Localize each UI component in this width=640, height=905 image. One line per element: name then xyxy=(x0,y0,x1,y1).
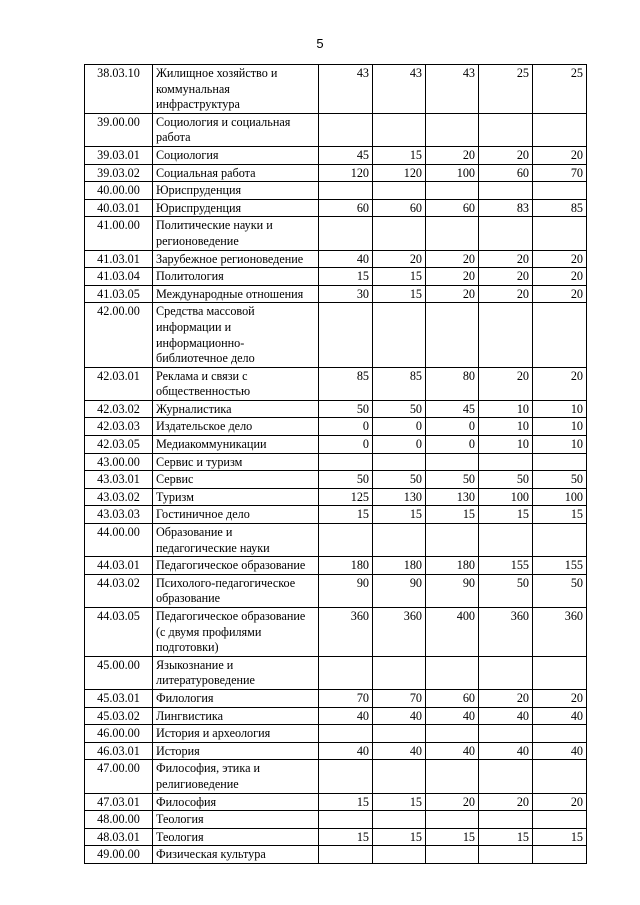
value-cell xyxy=(319,303,373,367)
table-row xyxy=(85,828,587,846)
value-cell: 50 xyxy=(426,471,479,489)
value-cell: 80 xyxy=(426,367,479,400)
table-row xyxy=(85,303,587,367)
value-cell: 15 xyxy=(319,828,373,846)
value-cell xyxy=(426,725,479,743)
name-cell: Политические науки и регионоведение xyxy=(153,217,319,250)
value-cell: 15 xyxy=(426,828,479,846)
name-cell: Политология xyxy=(153,268,319,286)
value-cell: 20 xyxy=(426,268,479,286)
value-cell: 70 xyxy=(373,689,426,707)
value-cell: 50 xyxy=(533,574,587,607)
value-cell: 43 xyxy=(373,65,426,114)
value-cell xyxy=(479,656,533,689)
code-cell: 39.00.00 xyxy=(85,113,153,146)
value-cell xyxy=(533,453,587,471)
value-cell: 10 xyxy=(479,436,533,454)
value-cell xyxy=(479,453,533,471)
table-row xyxy=(85,436,587,454)
value-cell: 70 xyxy=(533,164,587,182)
value-cell: 50 xyxy=(319,400,373,418)
table-body xyxy=(85,65,587,864)
value-cell: 20 xyxy=(479,689,533,707)
value-cell: 50 xyxy=(479,471,533,489)
name-cell: Лингвистика xyxy=(153,707,319,725)
value-cell xyxy=(479,217,533,250)
name-cell: Юриспруденция xyxy=(153,182,319,200)
name-cell: Образование и педагогические науки xyxy=(153,524,319,557)
value-cell: 155 xyxy=(533,557,587,575)
name-cell: Педагогическое образование xyxy=(153,557,319,575)
value-cell: 50 xyxy=(479,574,533,607)
value-cell: 15 xyxy=(373,793,426,811)
code-cell: 42.03.02 xyxy=(85,400,153,418)
value-cell xyxy=(373,524,426,557)
code-cell: 46.00.00 xyxy=(85,725,153,743)
value-cell: 15 xyxy=(479,828,533,846)
code-cell: 43.03.03 xyxy=(85,506,153,524)
value-cell: 15 xyxy=(373,146,426,164)
value-cell xyxy=(373,113,426,146)
code-cell: 43.00.00 xyxy=(85,453,153,471)
name-cell: Теология xyxy=(153,828,319,846)
value-cell: 10 xyxy=(479,400,533,418)
value-cell: 20 xyxy=(533,268,587,286)
value-cell xyxy=(319,656,373,689)
value-cell: 20 xyxy=(533,250,587,268)
table-row xyxy=(85,725,587,743)
value-cell xyxy=(373,760,426,793)
table-row xyxy=(85,418,587,436)
value-cell: 60 xyxy=(426,689,479,707)
code-cell: 42.00.00 xyxy=(85,303,153,367)
value-cell: 25 xyxy=(533,65,587,114)
value-cell: 400 xyxy=(426,608,479,657)
table-row xyxy=(85,488,587,506)
value-cell: 0 xyxy=(319,436,373,454)
value-cell: 15 xyxy=(319,268,373,286)
value-cell: 20 xyxy=(479,367,533,400)
name-cell: Издательское дело xyxy=(153,418,319,436)
table-row xyxy=(85,689,587,707)
value-cell: 10 xyxy=(533,418,587,436)
code-cell: 39.03.02 xyxy=(85,164,153,182)
value-cell: 130 xyxy=(426,488,479,506)
value-cell: 20 xyxy=(479,250,533,268)
value-cell: 100 xyxy=(479,488,533,506)
table-row xyxy=(85,285,587,303)
value-cell xyxy=(533,760,587,793)
value-cell: 0 xyxy=(426,418,479,436)
value-cell xyxy=(479,760,533,793)
table-row xyxy=(85,65,587,114)
code-cell: 38.03.10 xyxy=(85,65,153,114)
table-row xyxy=(85,182,587,200)
value-cell: 360 xyxy=(373,608,426,657)
name-cell: Теология xyxy=(153,811,319,829)
name-cell: Реклама и связи с общественностью xyxy=(153,367,319,400)
name-cell: Гостиничное дело xyxy=(153,506,319,524)
value-cell: 45 xyxy=(319,146,373,164)
value-cell: 40 xyxy=(373,707,426,725)
table-row xyxy=(85,793,587,811)
value-cell: 20 xyxy=(479,793,533,811)
name-cell: Философия xyxy=(153,793,319,811)
code-cell: 45.00.00 xyxy=(85,656,153,689)
value-cell xyxy=(533,182,587,200)
value-cell: 50 xyxy=(373,471,426,489)
value-cell xyxy=(426,453,479,471)
value-cell: 10 xyxy=(533,436,587,454)
name-cell: Социальная работа xyxy=(153,164,319,182)
value-cell: 100 xyxy=(426,164,479,182)
code-cell: 49.00.00 xyxy=(85,846,153,864)
value-cell xyxy=(373,846,426,864)
value-cell: 15 xyxy=(533,828,587,846)
name-cell: История и археология xyxy=(153,725,319,743)
value-cell: 40 xyxy=(533,707,587,725)
name-cell: Зарубежное регионоведение xyxy=(153,250,319,268)
value-cell: 40 xyxy=(479,742,533,760)
table-row xyxy=(85,656,587,689)
value-cell: 15 xyxy=(373,285,426,303)
code-cell: 43.03.01 xyxy=(85,471,153,489)
value-cell: 0 xyxy=(373,418,426,436)
value-cell: 50 xyxy=(373,400,426,418)
table-row xyxy=(85,557,587,575)
value-cell: 20 xyxy=(533,793,587,811)
code-cell: 45.03.01 xyxy=(85,689,153,707)
value-cell: 15 xyxy=(479,506,533,524)
value-cell xyxy=(426,303,479,367)
value-cell: 20 xyxy=(426,285,479,303)
code-cell: 42.03.05 xyxy=(85,436,153,454)
table-row xyxy=(85,217,587,250)
value-cell xyxy=(479,846,533,864)
value-cell: 120 xyxy=(319,164,373,182)
code-cell: 42.03.03 xyxy=(85,418,153,436)
value-cell: 20 xyxy=(533,689,587,707)
value-cell: 360 xyxy=(533,608,587,657)
value-cell: 90 xyxy=(373,574,426,607)
value-cell: 20 xyxy=(533,146,587,164)
name-cell: Международные отношения xyxy=(153,285,319,303)
value-cell: 43 xyxy=(426,65,479,114)
value-cell: 60 xyxy=(426,199,479,217)
name-cell: Сервис и туризм xyxy=(153,453,319,471)
value-cell xyxy=(533,811,587,829)
value-cell: 40 xyxy=(319,250,373,268)
code-cell: 41.03.01 xyxy=(85,250,153,268)
table-row xyxy=(85,400,587,418)
value-cell: 60 xyxy=(479,164,533,182)
value-cell: 85 xyxy=(373,367,426,400)
table-row xyxy=(85,846,587,864)
value-cell: 60 xyxy=(319,199,373,217)
value-cell xyxy=(479,182,533,200)
value-cell xyxy=(319,524,373,557)
code-cell: 44.00.00 xyxy=(85,524,153,557)
code-cell: 44.03.05 xyxy=(85,608,153,657)
code-cell: 47.00.00 xyxy=(85,760,153,793)
name-cell: Педагогическое образование (с двумя профилями подготовки) xyxy=(153,608,319,657)
value-cell: 45 xyxy=(426,400,479,418)
value-cell: 40 xyxy=(319,707,373,725)
value-cell xyxy=(319,217,373,250)
value-cell: 43 xyxy=(319,65,373,114)
table-row xyxy=(85,367,587,400)
name-cell: Социология и социальная работа xyxy=(153,113,319,146)
value-cell: 40 xyxy=(319,742,373,760)
code-cell: 44.03.02 xyxy=(85,574,153,607)
value-cell: 20 xyxy=(533,367,587,400)
name-cell: Средства массовой информации и информационно-библиотечное дело xyxy=(153,303,319,367)
value-cell xyxy=(479,113,533,146)
name-cell: Философия, этика и религиоведение xyxy=(153,760,319,793)
value-cell: 85 xyxy=(533,199,587,217)
value-cell: 0 xyxy=(319,418,373,436)
value-cell: 0 xyxy=(426,436,479,454)
value-cell: 120 xyxy=(373,164,426,182)
value-cell xyxy=(426,760,479,793)
value-cell xyxy=(426,811,479,829)
value-cell: 20 xyxy=(533,285,587,303)
value-cell xyxy=(319,846,373,864)
table-row xyxy=(85,707,587,725)
value-cell: 70 xyxy=(319,689,373,707)
table-row xyxy=(85,268,587,286)
value-cell xyxy=(373,453,426,471)
value-cell xyxy=(426,524,479,557)
page-number: 5 xyxy=(316,36,324,51)
code-cell: 48.00.00 xyxy=(85,811,153,829)
value-cell: 20 xyxy=(479,146,533,164)
value-cell: 20 xyxy=(479,285,533,303)
name-cell: Филология xyxy=(153,689,319,707)
value-cell xyxy=(533,217,587,250)
table-row xyxy=(85,574,587,607)
name-cell: Психолого-педагогическое образование xyxy=(153,574,319,607)
value-cell xyxy=(426,182,479,200)
value-cell: 100 xyxy=(533,488,587,506)
value-cell xyxy=(319,760,373,793)
value-cell: 40 xyxy=(426,707,479,725)
value-cell: 90 xyxy=(426,574,479,607)
code-cell: 40.00.00 xyxy=(85,182,153,200)
name-cell: Социология xyxy=(153,146,319,164)
name-cell: Журналистика xyxy=(153,400,319,418)
value-cell: 40 xyxy=(479,707,533,725)
table-row xyxy=(85,760,587,793)
value-cell: 15 xyxy=(373,268,426,286)
name-cell: Языкознание и литературоведение xyxy=(153,656,319,689)
code-cell: 48.03.01 xyxy=(85,828,153,846)
specialties-table xyxy=(84,64,587,864)
value-cell: 50 xyxy=(533,471,587,489)
value-cell xyxy=(319,811,373,829)
value-cell: 125 xyxy=(319,488,373,506)
value-cell xyxy=(479,524,533,557)
value-cell xyxy=(373,811,426,829)
value-cell xyxy=(479,725,533,743)
value-cell: 20 xyxy=(426,793,479,811)
name-cell: Сервис xyxy=(153,471,319,489)
table-row xyxy=(85,471,587,489)
value-cell: 10 xyxy=(479,418,533,436)
value-cell: 0 xyxy=(373,436,426,454)
value-cell xyxy=(426,846,479,864)
value-cell: 60 xyxy=(373,199,426,217)
table-row xyxy=(85,524,587,557)
code-cell: 41.03.04 xyxy=(85,268,153,286)
value-cell: 15 xyxy=(373,506,426,524)
value-cell: 85 xyxy=(319,367,373,400)
code-cell: 46.03.01 xyxy=(85,742,153,760)
value-cell: 15 xyxy=(319,506,373,524)
value-cell: 15 xyxy=(533,506,587,524)
table-row xyxy=(85,113,587,146)
value-cell xyxy=(319,453,373,471)
value-cell: 25 xyxy=(479,65,533,114)
value-cell xyxy=(319,725,373,743)
table-row xyxy=(85,146,587,164)
value-cell xyxy=(426,113,479,146)
name-cell: Медиакоммуникации xyxy=(153,436,319,454)
code-cell: 45.03.02 xyxy=(85,707,153,725)
value-cell xyxy=(479,303,533,367)
value-cell xyxy=(373,725,426,743)
table-row xyxy=(85,250,587,268)
value-cell xyxy=(533,846,587,864)
table-row xyxy=(85,811,587,829)
value-cell: 360 xyxy=(479,608,533,657)
value-cell: 50 xyxy=(319,471,373,489)
table-row xyxy=(85,608,587,657)
value-cell: 40 xyxy=(533,742,587,760)
value-cell xyxy=(426,217,479,250)
value-cell: 83 xyxy=(479,199,533,217)
table-row xyxy=(85,506,587,524)
value-cell: 20 xyxy=(426,146,479,164)
name-cell: Жилищное хозяйство и коммунальная инфраструктура xyxy=(153,65,319,114)
value-cell: 40 xyxy=(373,742,426,760)
code-cell: 47.03.01 xyxy=(85,793,153,811)
name-cell: Юриспруденция xyxy=(153,199,319,217)
value-cell xyxy=(373,182,426,200)
name-cell: Физическая культура xyxy=(153,846,319,864)
value-cell xyxy=(533,656,587,689)
value-cell: 180 xyxy=(426,557,479,575)
value-cell: 15 xyxy=(426,506,479,524)
value-cell xyxy=(373,217,426,250)
value-cell: 15 xyxy=(373,828,426,846)
code-cell: 40.03.01 xyxy=(85,199,153,217)
value-cell: 180 xyxy=(373,557,426,575)
table-row xyxy=(85,199,587,217)
code-cell: 41.00.00 xyxy=(85,217,153,250)
code-cell: 41.03.05 xyxy=(85,285,153,303)
value-cell xyxy=(479,811,533,829)
value-cell xyxy=(373,656,426,689)
table-row xyxy=(85,742,587,760)
value-cell xyxy=(533,303,587,367)
value-cell: 40 xyxy=(426,742,479,760)
code-cell: 43.03.02 xyxy=(85,488,153,506)
value-cell xyxy=(533,725,587,743)
value-cell: 20 xyxy=(426,250,479,268)
name-cell: История xyxy=(153,742,319,760)
value-cell: 20 xyxy=(373,250,426,268)
value-cell: 130 xyxy=(373,488,426,506)
code-cell: 44.03.01 xyxy=(85,557,153,575)
code-cell: 39.03.01 xyxy=(85,146,153,164)
value-cell xyxy=(319,182,373,200)
value-cell: 20 xyxy=(479,268,533,286)
value-cell: 155 xyxy=(479,557,533,575)
value-cell xyxy=(533,113,587,146)
code-cell: 42.03.01 xyxy=(85,367,153,400)
name-cell: Туризм xyxy=(153,488,319,506)
table-row xyxy=(85,164,587,182)
value-cell xyxy=(533,524,587,557)
value-cell: 180 xyxy=(319,557,373,575)
value-cell: 90 xyxy=(319,574,373,607)
value-cell: 360 xyxy=(319,608,373,657)
value-cell xyxy=(373,303,426,367)
value-cell xyxy=(426,656,479,689)
value-cell: 15 xyxy=(319,793,373,811)
value-cell: 30 xyxy=(319,285,373,303)
value-cell: 10 xyxy=(533,400,587,418)
table-row xyxy=(85,453,587,471)
value-cell xyxy=(319,113,373,146)
